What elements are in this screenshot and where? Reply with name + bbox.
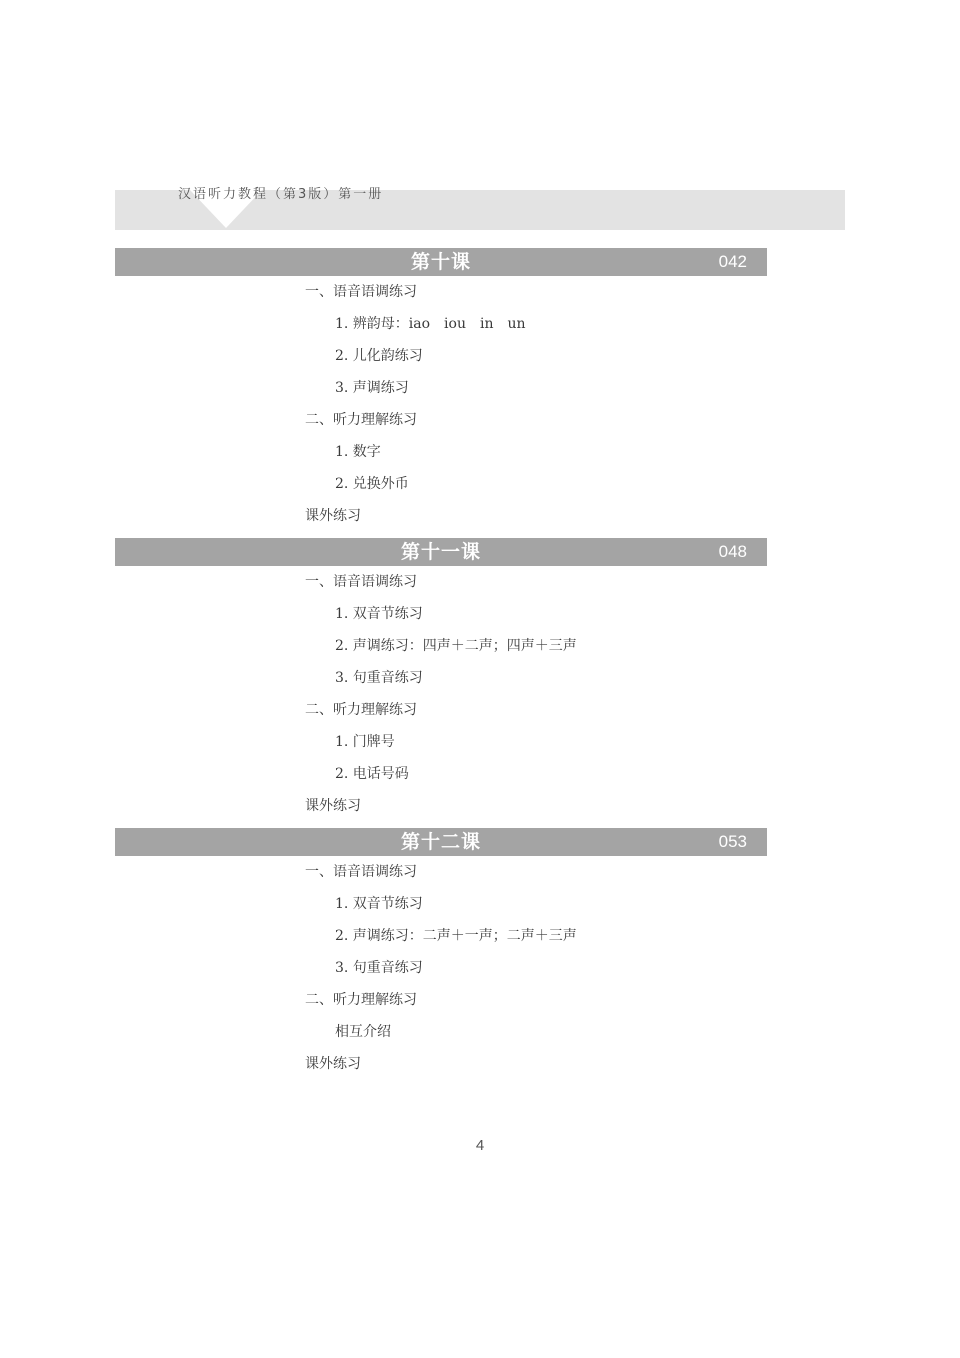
toc-entry: 课外练习 — [305, 798, 361, 814]
toc-subentry: 1. 数字 — [335, 444, 381, 460]
toc-subentry: 2. 声调练习：二声＋一声；二声＋三声 — [335, 928, 577, 944]
lesson-heading-bar — [115, 828, 767, 856]
lesson-page-number: 042 — [718, 252, 747, 271]
toc-entry: 二、听力理解练习 — [305, 702, 417, 718]
toc-entry: 二、听力理解练习 — [305, 412, 417, 428]
page-number: 4 — [475, 1137, 485, 1154]
toc-subentry: 2. 儿化韵练习 — [335, 348, 423, 364]
running-header-title: 汉语听力教程（第3版）第一册 — [178, 187, 384, 202]
toc-subentry: 相互介绍 — [335, 1024, 391, 1040]
toc-subentry: 2. 兑换外币 — [335, 476, 409, 492]
toc-subentry: 3. 声调练习 — [335, 380, 409, 396]
lesson-title: 第十课 — [410, 251, 471, 273]
toc-entry: 二、听力理解练习 — [305, 992, 417, 1008]
lesson-heading-bar — [115, 248, 767, 276]
toc-subentry: 1. 辨韵母：iao iou in un — [335, 316, 526, 332]
toc-subentry: 3. 句重音练习 — [335, 960, 423, 976]
lesson-title: 第十一课 — [400, 541, 481, 563]
toc-entry: 课外练习 — [305, 1056, 361, 1072]
lesson-page-number: 048 — [718, 542, 747, 561]
toc-subentry: 2. 电话号码 — [335, 766, 409, 782]
toc-subentry: 2. 声调练习：四声＋二声；四声＋三声 — [335, 638, 577, 654]
toc-subentry: 3. 句重音练习 — [335, 670, 423, 686]
lesson-heading-bar — [115, 538, 767, 566]
toc-subentry: 1. 双音节练习 — [335, 606, 423, 622]
toc-entry: 一、语音语调练习 — [305, 864, 417, 880]
toc-entry: 一、语音语调练习 — [305, 284, 417, 300]
lesson-title: 第十二课 — [400, 831, 481, 853]
toc-subentry: 1. 双音节练习 — [335, 896, 423, 912]
toc-entry: 一、语音语调练习 — [305, 574, 417, 590]
toc-subentry: 1. 门牌号 — [335, 734, 395, 750]
toc-entry: 课外练习 — [305, 508, 361, 524]
lesson-page-number: 053 — [718, 832, 747, 851]
